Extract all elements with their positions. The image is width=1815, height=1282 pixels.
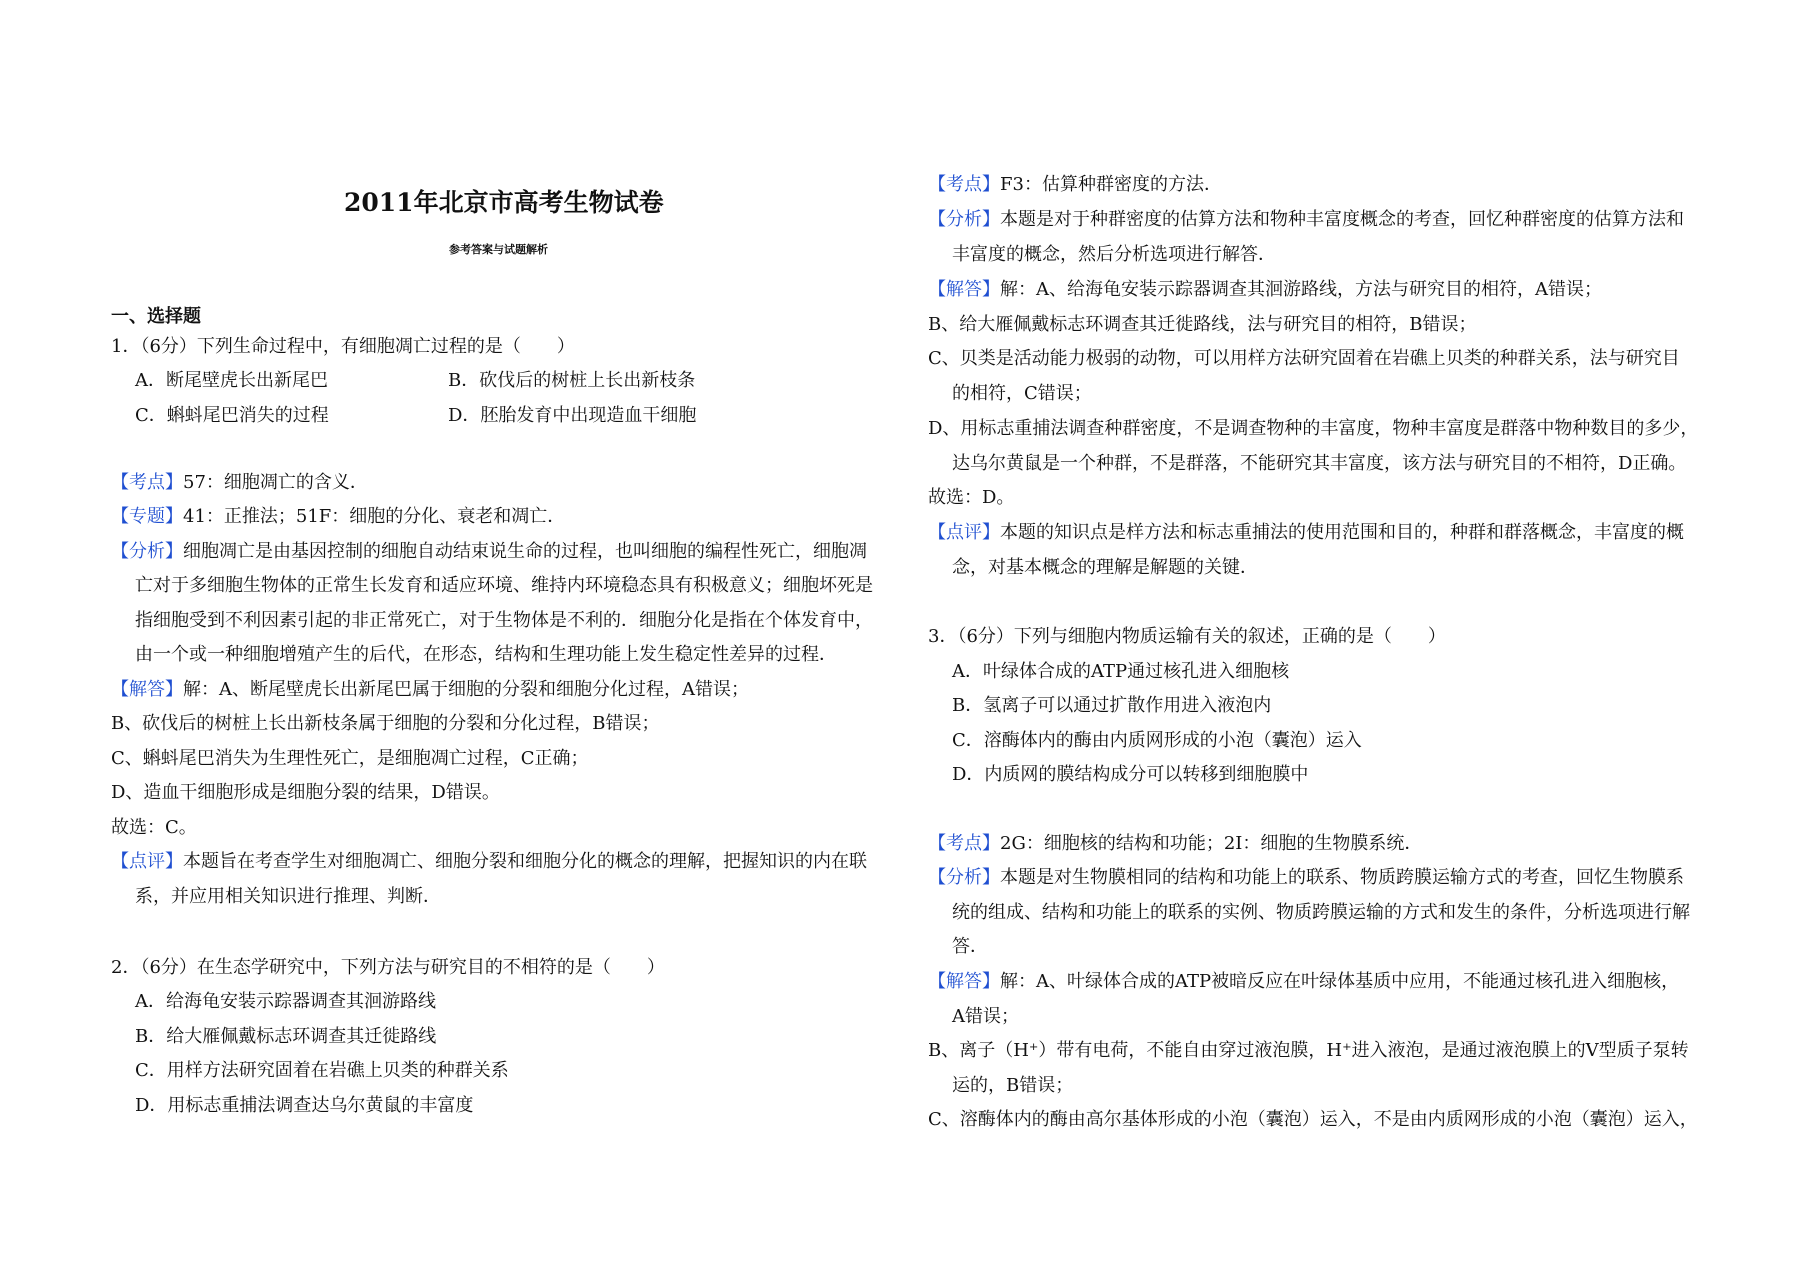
q1-jieda-line2: B、砍伐后的树桩上长出新枝条属于细胞的分裂和分化过程，B错误； [111,713,660,734]
kaodian-tag: 【考点】 [111,472,183,493]
fenxi-tag: 【分析】 [928,867,1000,888]
kaodian-tag: 【考点】 [928,174,1000,195]
q1-stem: 1．（6分）下列生命过程中，有细胞凋亡过程的是（ ） [111,336,575,357]
q1-dianping [111,850,867,874]
section-title: 一、选择题 [111,306,201,327]
q1-zhuanti [111,505,565,529]
q1-fenxi-line2: 亡对于多细胞生物体的正常生长发育和适应环境、维持内环境稳态具有积极意义；细胞坏死是 [135,575,873,596]
page-title: 2011年北京市高考生物试卷 [344,188,664,217]
q1-jieda-line1: 解：A、断尾壁虎长出新尾巴属于细胞的分裂和细胞分化过程，A错误； [183,679,749,700]
q2-dianping [928,521,1684,545]
q3-jieda-line3: B、离子（H⁺）带有电荷，不能自由穿过液泡膜，H⁺进入液泡，是通过液泡膜上的V型质子泵转 [928,1040,1689,1061]
jieda-tag: 【解答】 [928,279,1000,300]
q2-dianping-line2: 念，对基本概念的理解是解题的关键． [952,557,1258,578]
page-subtitle: 参考答案与试题解析 [449,243,548,256]
q3-fenxi-line2: 统的组成、结构和功能上的联系的实例、物质跨膜运输的方式和发生的条件，分析选项进行解 [952,902,1690,923]
q3-jieda-line1: 解：A、叶绿体合成的ATP被暗反应在叶绿体基质中应用，不能通过核孔进入细胞核， [1000,971,1680,992]
q3-kaodian [928,832,1422,856]
q2-jieda [928,278,1602,302]
q2-option-d: D．用标志重捕法调查达乌尔黄鼠的丰富度 [135,1095,474,1116]
q1-kaodian-text: 57：细胞凋亡的含义． [183,472,368,493]
q2-jieda-line3: C、贝类是活动能力极弱的动物，可以用样方法研究固着在岩礁上贝类的种群关系，法与研究目 [928,348,1680,369]
q3-option-a: A．叶绿体合成的ATP通过核孔进入细胞核 [952,661,1290,682]
fenxi-tag: 【分析】 [111,541,183,562]
q1-jieda [111,678,749,702]
q3-jieda-line5: C、溶酶体内的酶由高尔基体形成的小泡（囊泡）运入，不是由内质网形成的小泡（囊泡）运入， [928,1109,1698,1130]
q3-kaodian-text: 2G：细胞核的结构和功能；2I：细胞的生物膜系统． [1000,833,1423,854]
q2-stem: 2．（6分）在生态学研究中，下列方法与研究目的不相符的是（ ） [111,957,665,978]
q1-fenxi-line1: 细胞凋亡是由基因控制的细胞自动结束说生命的过程，也叫细胞的编程性死亡，细胞凋 [183,541,867,562]
q2-option-b: B．给大雁佩戴标志环调查其迁徙路线 [135,1026,437,1047]
q2-kaodian [928,173,1222,197]
zhuanti-tag: 【专题】 [111,506,183,527]
q3-fenxi [928,866,1684,890]
q2-jieda-line2: B、给大雁佩戴标志环调查其迁徙路线，法与研究目的相符，B错误； [928,314,1477,335]
q1-dianping-line1: 本题旨在考查学生对细胞凋亡、细胞分裂和细胞分化的概念的理解，把握知识的内在联 [183,851,867,872]
q1-option-b: B．砍伐后的树桩上长出新枝条 [448,370,696,391]
q1-fenxi [111,540,867,564]
q3-fenxi-line3: 答． [952,936,988,957]
q3-option-d: D．内质网的膜结构成分可以转移到细胞膜中 [952,764,1309,785]
q3-jieda-line2: A错误； [952,1006,1019,1027]
q2-fenxi [928,208,1684,232]
q2-jieda-line5: D、用标志重捕法调查种群密度，不是调查物种的丰富度，物种丰富度是群落中物种数目的多少， [928,418,1699,439]
jieda-tag: 【解答】 [111,679,183,700]
q3-stem: 3．（6分）下列与细胞内物质运输有关的叙述，正确的是（ ） [928,626,1446,647]
dianping-tag: 【点评】 [928,522,1000,543]
q2-option-a: A．给海龟安装示踪器调查其洄游路线 [135,991,436,1012]
q3-option-c: C．溶酶体内的酶由内质网形成的小泡（囊泡）运入 [952,730,1362,751]
q1-option-d: D．胚胎发育中出现造血干细胞 [448,405,697,426]
q1-jieda-line4: D、造血干细胞形成是细胞分裂的结果，D错误。 [111,782,500,803]
q1-zhuanti-text: 41：正推法；51F：细胞的分化、衰老和凋亡． [183,506,566,527]
q1-dianping-line2: 系，并应用相关知识进行推理、判断． [135,886,441,907]
q1-option-a: A．断尾壁虎长出新尾巴 [135,370,328,391]
q2-jieda-line4: 的相符，C错误； [952,383,1092,404]
fenxi-tag: 【分析】 [928,209,1000,230]
kaodian-tag: 【考点】 [928,833,1000,854]
q3-fenxi-line1: 本题是对生物膜相同的结构和功能上的联系、物质跨膜运输方式的考查，回忆生物膜系 [1000,867,1684,888]
dianping-tag: 【点评】 [111,851,183,872]
q2-fenxi-line1: 本题是对于种群密度的估算方法和物种丰富度概念的考查，回忆种群密度的估算方法和 [1000,209,1684,230]
q2-jieda-line6: 达乌尔黄鼠是一个种群，不是群落，不能研究其丰富度，该方法与研究目的不相符，D正确。 [952,453,1687,474]
q1-kaodian [111,471,368,495]
q1-fenxi-line4: 由一个或一种细胞增殖产生的后代，在形态，结构和生理功能上发生稳定性差异的过程． [135,644,837,665]
q2-answer: 故选：D。 [928,487,1015,508]
q3-jieda-line4: 运的，B错误； [952,1075,1074,1096]
q2-dianping-line1: 本题的知识点是样方法和标志重捕法的使用范围和目的，种群和群落概念，丰富度的概 [1000,522,1684,543]
q3-option-b: B．氢离子可以通过扩散作用进入液泡内 [952,695,1272,716]
q2-fenxi-line2: 丰富度的概念，然后分析选项进行解答． [952,244,1276,265]
q1-answer: 故选：C。 [111,817,197,838]
q2-jieda-line1: 解：A、给海龟安装示踪器调查其洄游路线，方法与研究目的相符，A错误； [1000,279,1602,300]
q1-option-c: C．蝌蚪尾巴消失的过程 [135,405,329,426]
q1-fenxi-line3: 指细胞受到不利因素引起的非正常死亡，对于生物体是不利的．细胞分化是指在个体发育中， [135,610,873,631]
jieda-tag: 【解答】 [928,971,1000,992]
q2-option-c: C．用样方法研究固着在岩礁上贝类的种群关系 [135,1060,509,1081]
q2-kaodian-text: F3：估算种群密度的方法． [1000,174,1222,195]
q3-jieda [928,970,1679,994]
q1-jieda-line3: C、蝌蚪尾巴消失为生理性死亡，是细胞凋亡过程，C正确； [111,748,589,769]
